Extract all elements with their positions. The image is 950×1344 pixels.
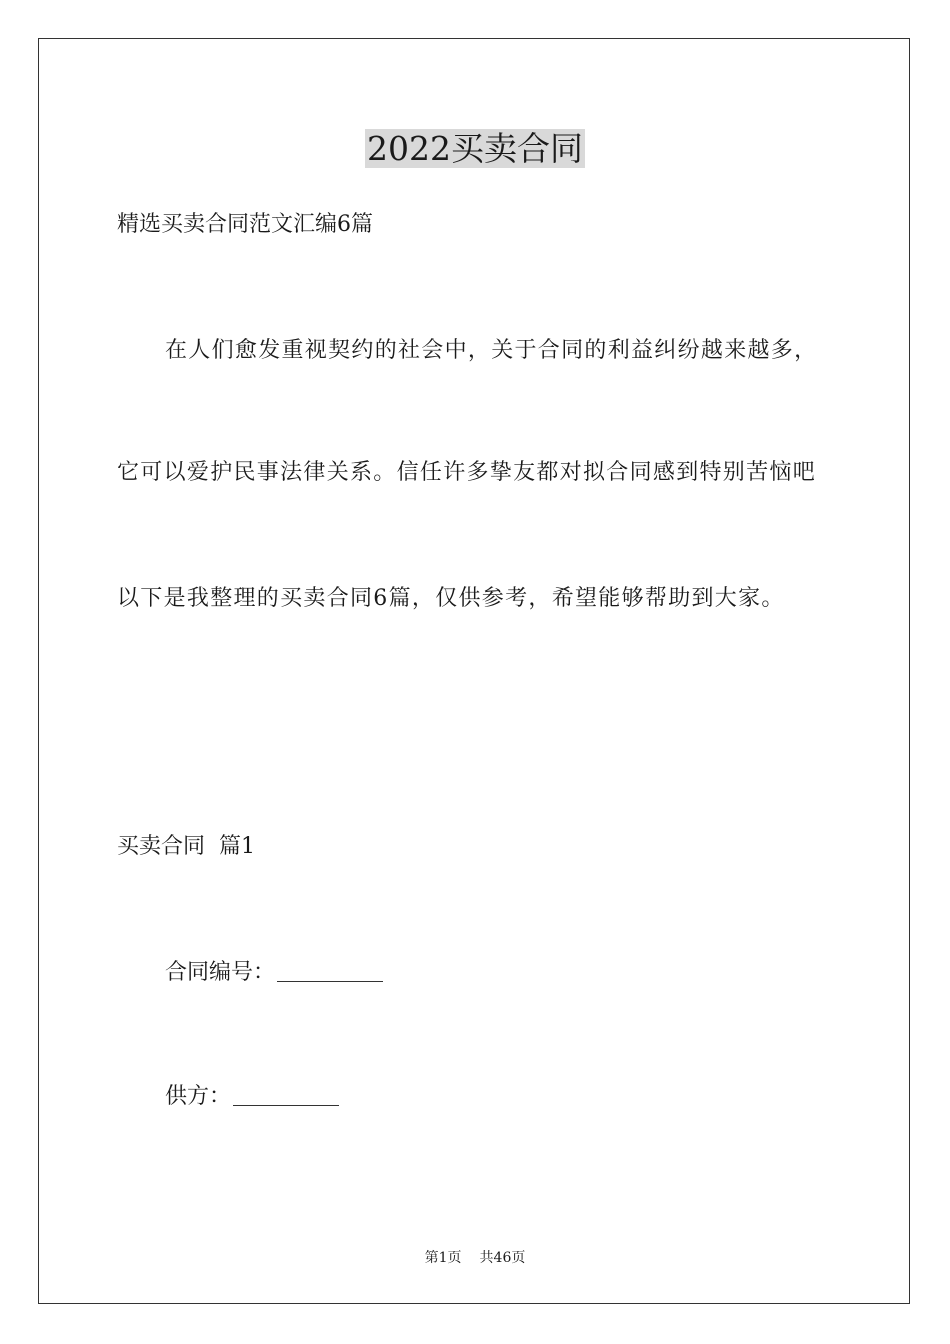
document-subtitle: 精选买卖合同范文汇编6篇 (117, 212, 373, 237)
page-total: 共46页 (479, 1250, 526, 1266)
contract-number-blank (277, 980, 383, 982)
intro-paragraph-line-2: 它可以爱护民事法律关系。信任许多挚友都对拟合同感到特别苦恼吧 (117, 460, 817, 485)
page-footer (0, 1248, 950, 1268)
document-title (0, 128, 950, 170)
contract-number-label: 合同编号： (165, 960, 276, 985)
intro-paragraph-line-1: 在人们愈发重视契约的社会中，关于合同的利益纠纷越来越多， (165, 338, 818, 363)
supplier-blank (233, 1104, 339, 1106)
contract-number-field (165, 958, 383, 988)
supplier-field (165, 1082, 339, 1112)
supplier-label: 供方： (165, 1084, 232, 1109)
document-title-text: 2022买卖合同 (367, 129, 583, 168)
section-heading: 买卖合同 篇1 (117, 834, 255, 859)
page-number: 第1页 (424, 1250, 462, 1266)
intro-paragraph-line-3: 以下是我整理的买卖合同6篇，仅供参考，希望能够帮助到大家。 (117, 586, 785, 611)
